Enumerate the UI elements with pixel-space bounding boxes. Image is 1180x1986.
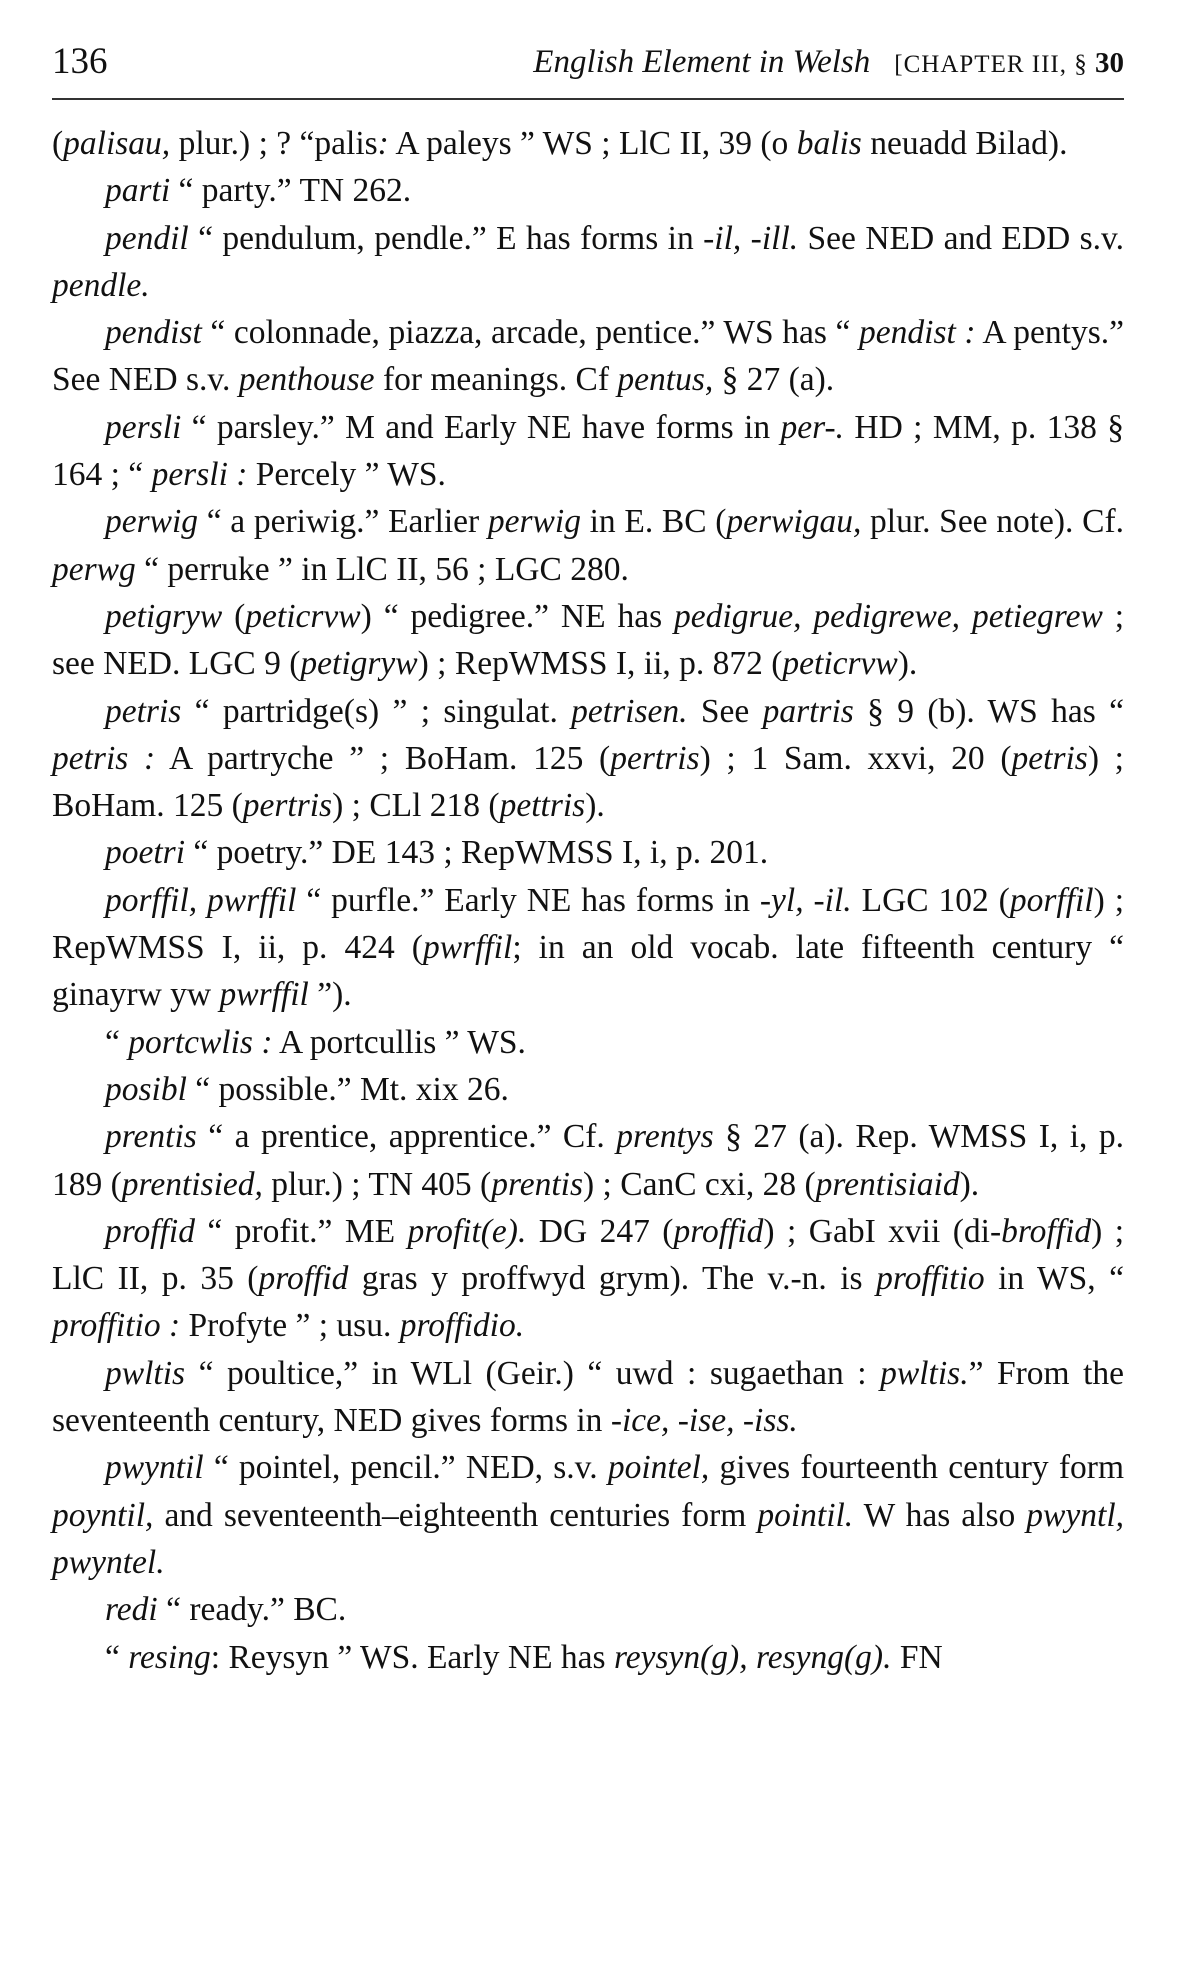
entry-text: See NED and EDD s.v. xyxy=(798,219,1124,257)
entry-text: “ a periwig.” Earlier xyxy=(198,503,488,541)
entry-text: W has also xyxy=(853,1496,1027,1534)
entry-text: ) ; CanC cxi, 28 ( xyxy=(583,1165,816,1203)
entry-text: ( xyxy=(222,597,246,635)
entry-text: DG 247 ( xyxy=(526,1212,674,1250)
entry-text: LGC 102 ( xyxy=(851,881,1010,919)
entry-text: “ partridge(s) ” ; singulat. xyxy=(181,692,572,730)
entry-text: Percely ” WS. xyxy=(247,456,446,494)
entry-text: gras y proffwyd grym). The v.-n. is xyxy=(348,1260,877,1298)
italic-term: -yl, -il. xyxy=(759,881,852,919)
entry-text: “ xyxy=(105,1638,129,1676)
entry-text: § 27 (a). Rep. WMSS I, i, p. 189 ( xyxy=(52,1118,1125,1203)
italic-term: -il, -ill. xyxy=(703,219,799,257)
italic-term: prentys xyxy=(616,1118,714,1156)
page xyxy=(52,30,1124,1681)
entry-text: “ ready.” BC. xyxy=(157,1591,347,1629)
italic-term: palisau, xyxy=(63,125,171,162)
dictionary-entries xyxy=(52,120,1124,1681)
italic-term: perwig xyxy=(105,503,199,541)
entry-text: “ perruke ” in LlC II, 56 ; LGC 280. xyxy=(135,550,629,588)
entry-paragraph xyxy=(52,877,1124,1019)
italic-term: profit(e). xyxy=(407,1212,527,1250)
italic-term: broffid xyxy=(1001,1212,1092,1250)
entry-text: for meanings. Cf xyxy=(374,361,618,399)
italic-term: proffitio xyxy=(876,1260,985,1298)
entry-text: ( xyxy=(52,125,64,162)
italic-term: prentis xyxy=(105,1118,197,1156)
entry-text: ) “ pedigree.” NE has xyxy=(360,597,675,635)
italic-term: resing xyxy=(128,1638,211,1676)
entry-paragraph xyxy=(52,829,1124,876)
italic-term: perwg xyxy=(52,550,136,588)
italic-term: per-. xyxy=(780,408,845,446)
italic-term: posibl xyxy=(105,1070,187,1108)
running-header xyxy=(52,30,1124,94)
italic-term: proffitio : xyxy=(52,1307,181,1345)
italic-term: pettris xyxy=(499,787,586,825)
italic-term: partris xyxy=(762,692,854,730)
page-number: 136 xyxy=(52,41,108,82)
entry-text: in WS, “ xyxy=(984,1260,1124,1298)
entry-paragraph xyxy=(52,1019,1124,1066)
entry-text: ) ; RepWMSS I, ii, p. 424 ( xyxy=(52,881,1125,967)
entry-text: “ a prentice, apprentice.” Cf. xyxy=(196,1118,617,1156)
entry-text: Profyte ” ; usu. xyxy=(180,1307,400,1345)
italic-term: perwig xyxy=(487,503,581,541)
italic-term: peticrvw xyxy=(782,645,898,683)
italic-term: -ice, -ise, -iss. xyxy=(610,1402,798,1440)
italic-term: pendil xyxy=(105,219,189,257)
italic-term: petris xyxy=(105,692,182,730)
italic-term: prentisiaid xyxy=(815,1165,960,1203)
section-number: 30 xyxy=(1095,47,1124,79)
entry-text: ) ; BoHam. 125 ( xyxy=(52,739,1124,825)
entry-paragraph xyxy=(52,309,1124,404)
entry-text: in E. BC ( xyxy=(580,503,727,541)
italic-term: prentisied, xyxy=(121,1165,263,1203)
entry-text: “ poultice,” in WLl (Geir.) “ uwd : sugaethan : xyxy=(185,1354,881,1392)
italic-term: persli : xyxy=(151,456,248,494)
entry-text: “ colonnade, piazza, arcade, pentice.” WS has “ xyxy=(201,314,860,352)
italic-term: pendist xyxy=(105,314,202,352)
italic-term: porffil xyxy=(1009,881,1094,919)
entry-paragraph xyxy=(52,1113,1124,1208)
entry-text: palis xyxy=(314,125,378,162)
entry-text: “ poetry.” DE 143 ; RepWMSS I, i, p. 201. xyxy=(185,834,769,872)
entry-text: : Reysyn ” WS. Early NE has xyxy=(210,1638,614,1676)
running-title: English Element in Welsh xyxy=(533,44,871,80)
entry-paragraph xyxy=(52,1586,1124,1633)
entry-paragraph xyxy=(52,688,1124,830)
italic-term: proffid xyxy=(105,1212,195,1250)
italic-term: petigryw xyxy=(300,645,418,683)
entry-paragraph xyxy=(52,1350,1124,1445)
entry-text: A portcullis ” WS. xyxy=(272,1023,526,1061)
italic-term: petrisen. xyxy=(571,692,688,730)
entry-text: ) ; LlC II, p. 35 ( xyxy=(52,1212,1125,1298)
italic-term: petris : xyxy=(52,739,156,777)
entry-text: and seventeenth–eighteenth centuries form xyxy=(153,1496,758,1534)
entry-text: ) ; RepWMSS I, ii, p. 872 ( xyxy=(417,645,783,683)
entry-text: FN xyxy=(891,1638,943,1676)
entry-text: A paleys ” WS ; LlC II, 39 (o xyxy=(388,125,797,162)
entry-paragraph xyxy=(52,1208,1124,1350)
entry-paragraph xyxy=(52,215,1124,310)
entry-text: “ pendulum, pendle.” E has forms in xyxy=(188,219,704,257)
entry-text: HD ; MM, p. 138 § 164 ; “ xyxy=(52,408,1124,494)
entry-text: ). xyxy=(959,1165,980,1203)
entry-text: § 27 (a). xyxy=(713,361,835,399)
italic-term: portcwlis : xyxy=(128,1023,273,1061)
entry-text: “ possible.” Mt. xix 26. xyxy=(186,1070,509,1108)
entry-paragraph xyxy=(52,498,1124,593)
italic-term: pwrffil xyxy=(219,976,309,1014)
entry-text: See xyxy=(687,692,763,730)
italic-term: pointel, xyxy=(607,1449,710,1487)
running-title-block xyxy=(533,44,1124,81)
header-rule xyxy=(52,98,1124,100)
italic-term: pwrffil xyxy=(422,929,513,967)
italic-term: pwyntil xyxy=(105,1449,204,1487)
entry-text: ; see NED. LGC 9 ( xyxy=(52,597,1125,683)
italic-term: pertris xyxy=(242,787,333,825)
italic-term: poyntil, xyxy=(52,1496,154,1534)
entry-text: “ pointel, pencil.” NED, s.v. xyxy=(203,1449,608,1487)
italic-term: pwltis. xyxy=(880,1354,969,1392)
entry-text: ) ; GabI xvii (di- xyxy=(763,1212,1002,1250)
italic-term: pointil. xyxy=(757,1496,854,1534)
entry-text: ). xyxy=(897,645,918,683)
italic-term: pentus, xyxy=(617,361,714,399)
entry-text: ”). xyxy=(308,976,352,1014)
entry-text: A pentys.” See NED s.v. xyxy=(52,314,1124,399)
entry-text: plur.) ; ? “ xyxy=(170,125,315,162)
italic-term: reysyn(g), resyng(g). xyxy=(613,1638,892,1676)
italic-term: pwyntl, pwyntel. xyxy=(52,1496,1124,1581)
italic-term: pwltis xyxy=(105,1354,186,1392)
entry-text: ” From the seventeenth century, NED gives forms in xyxy=(52,1354,1125,1440)
entry-text: “ parsley.” M and Early NE have forms in xyxy=(181,408,781,446)
entry-text: A partryche ” ; BoHam. 125 ( xyxy=(155,739,611,777)
italic-term: balis xyxy=(796,125,862,162)
entry-text: ) ; 1 Sam. xxvi, 20 ( xyxy=(699,739,1012,777)
entry-text: ; in an old vocab. late fifteenth century “ ginayrw yw xyxy=(52,929,1124,1014)
entry-text: “ purfle.” Early NE has forms in xyxy=(296,881,760,919)
entry-text: gives fourteenth century form xyxy=(709,1449,1125,1487)
italic-term: petris xyxy=(1011,739,1088,777)
entry-paragraph xyxy=(52,1444,1124,1586)
entry-text: ) ; CLl 218 ( xyxy=(332,787,500,825)
italic-term: penthouse xyxy=(238,361,375,399)
italic-term: pendist : xyxy=(859,314,976,352)
entry-paragraph xyxy=(52,120,1124,167)
entry-text: “ xyxy=(105,1023,129,1061)
italic-term: perwigau, xyxy=(726,503,862,541)
entry-text: “ profit.” ME xyxy=(194,1212,408,1250)
entry-text: § 9 (b). WS has “ xyxy=(853,692,1124,730)
italic-term: poetri xyxy=(105,834,186,872)
italic-term: peticrvw xyxy=(245,597,361,635)
italic-term: prentis xyxy=(491,1165,584,1203)
italic-term: redi xyxy=(105,1591,158,1629)
italic-term: parti xyxy=(105,172,171,210)
entry-text: neuadd Bilad). xyxy=(861,125,1068,162)
entry-paragraph xyxy=(52,593,1124,688)
entry-paragraph xyxy=(52,1066,1124,1113)
italic-term: proffid xyxy=(258,1260,349,1298)
italic-term: porffil, pwrffil xyxy=(105,881,297,919)
entry-text: plur. See note). Cf. xyxy=(861,503,1124,541)
entry-text: “ party.” TN 262. xyxy=(170,172,412,210)
italic-term: petigryw xyxy=(105,597,223,635)
italic-term: persli xyxy=(105,408,182,446)
entry-paragraph xyxy=(52,1634,1124,1681)
entry-paragraph xyxy=(52,404,1124,499)
entry-paragraph xyxy=(52,167,1124,214)
chapter-label: [CHAPTER III, § xyxy=(894,51,1095,78)
italic-term: proffidio. xyxy=(399,1307,525,1345)
entry-text: ). xyxy=(585,787,605,825)
italic-term: pedigrue, pedigrewe, petiegrew xyxy=(674,597,1103,635)
entry-text: plur.) ; TN 405 ( xyxy=(262,1165,492,1203)
italic-term: proffid xyxy=(673,1212,764,1250)
italic-term: pertris xyxy=(610,739,700,777)
italic-term: pendle. xyxy=(52,266,150,304)
italic-term: : xyxy=(377,125,389,162)
